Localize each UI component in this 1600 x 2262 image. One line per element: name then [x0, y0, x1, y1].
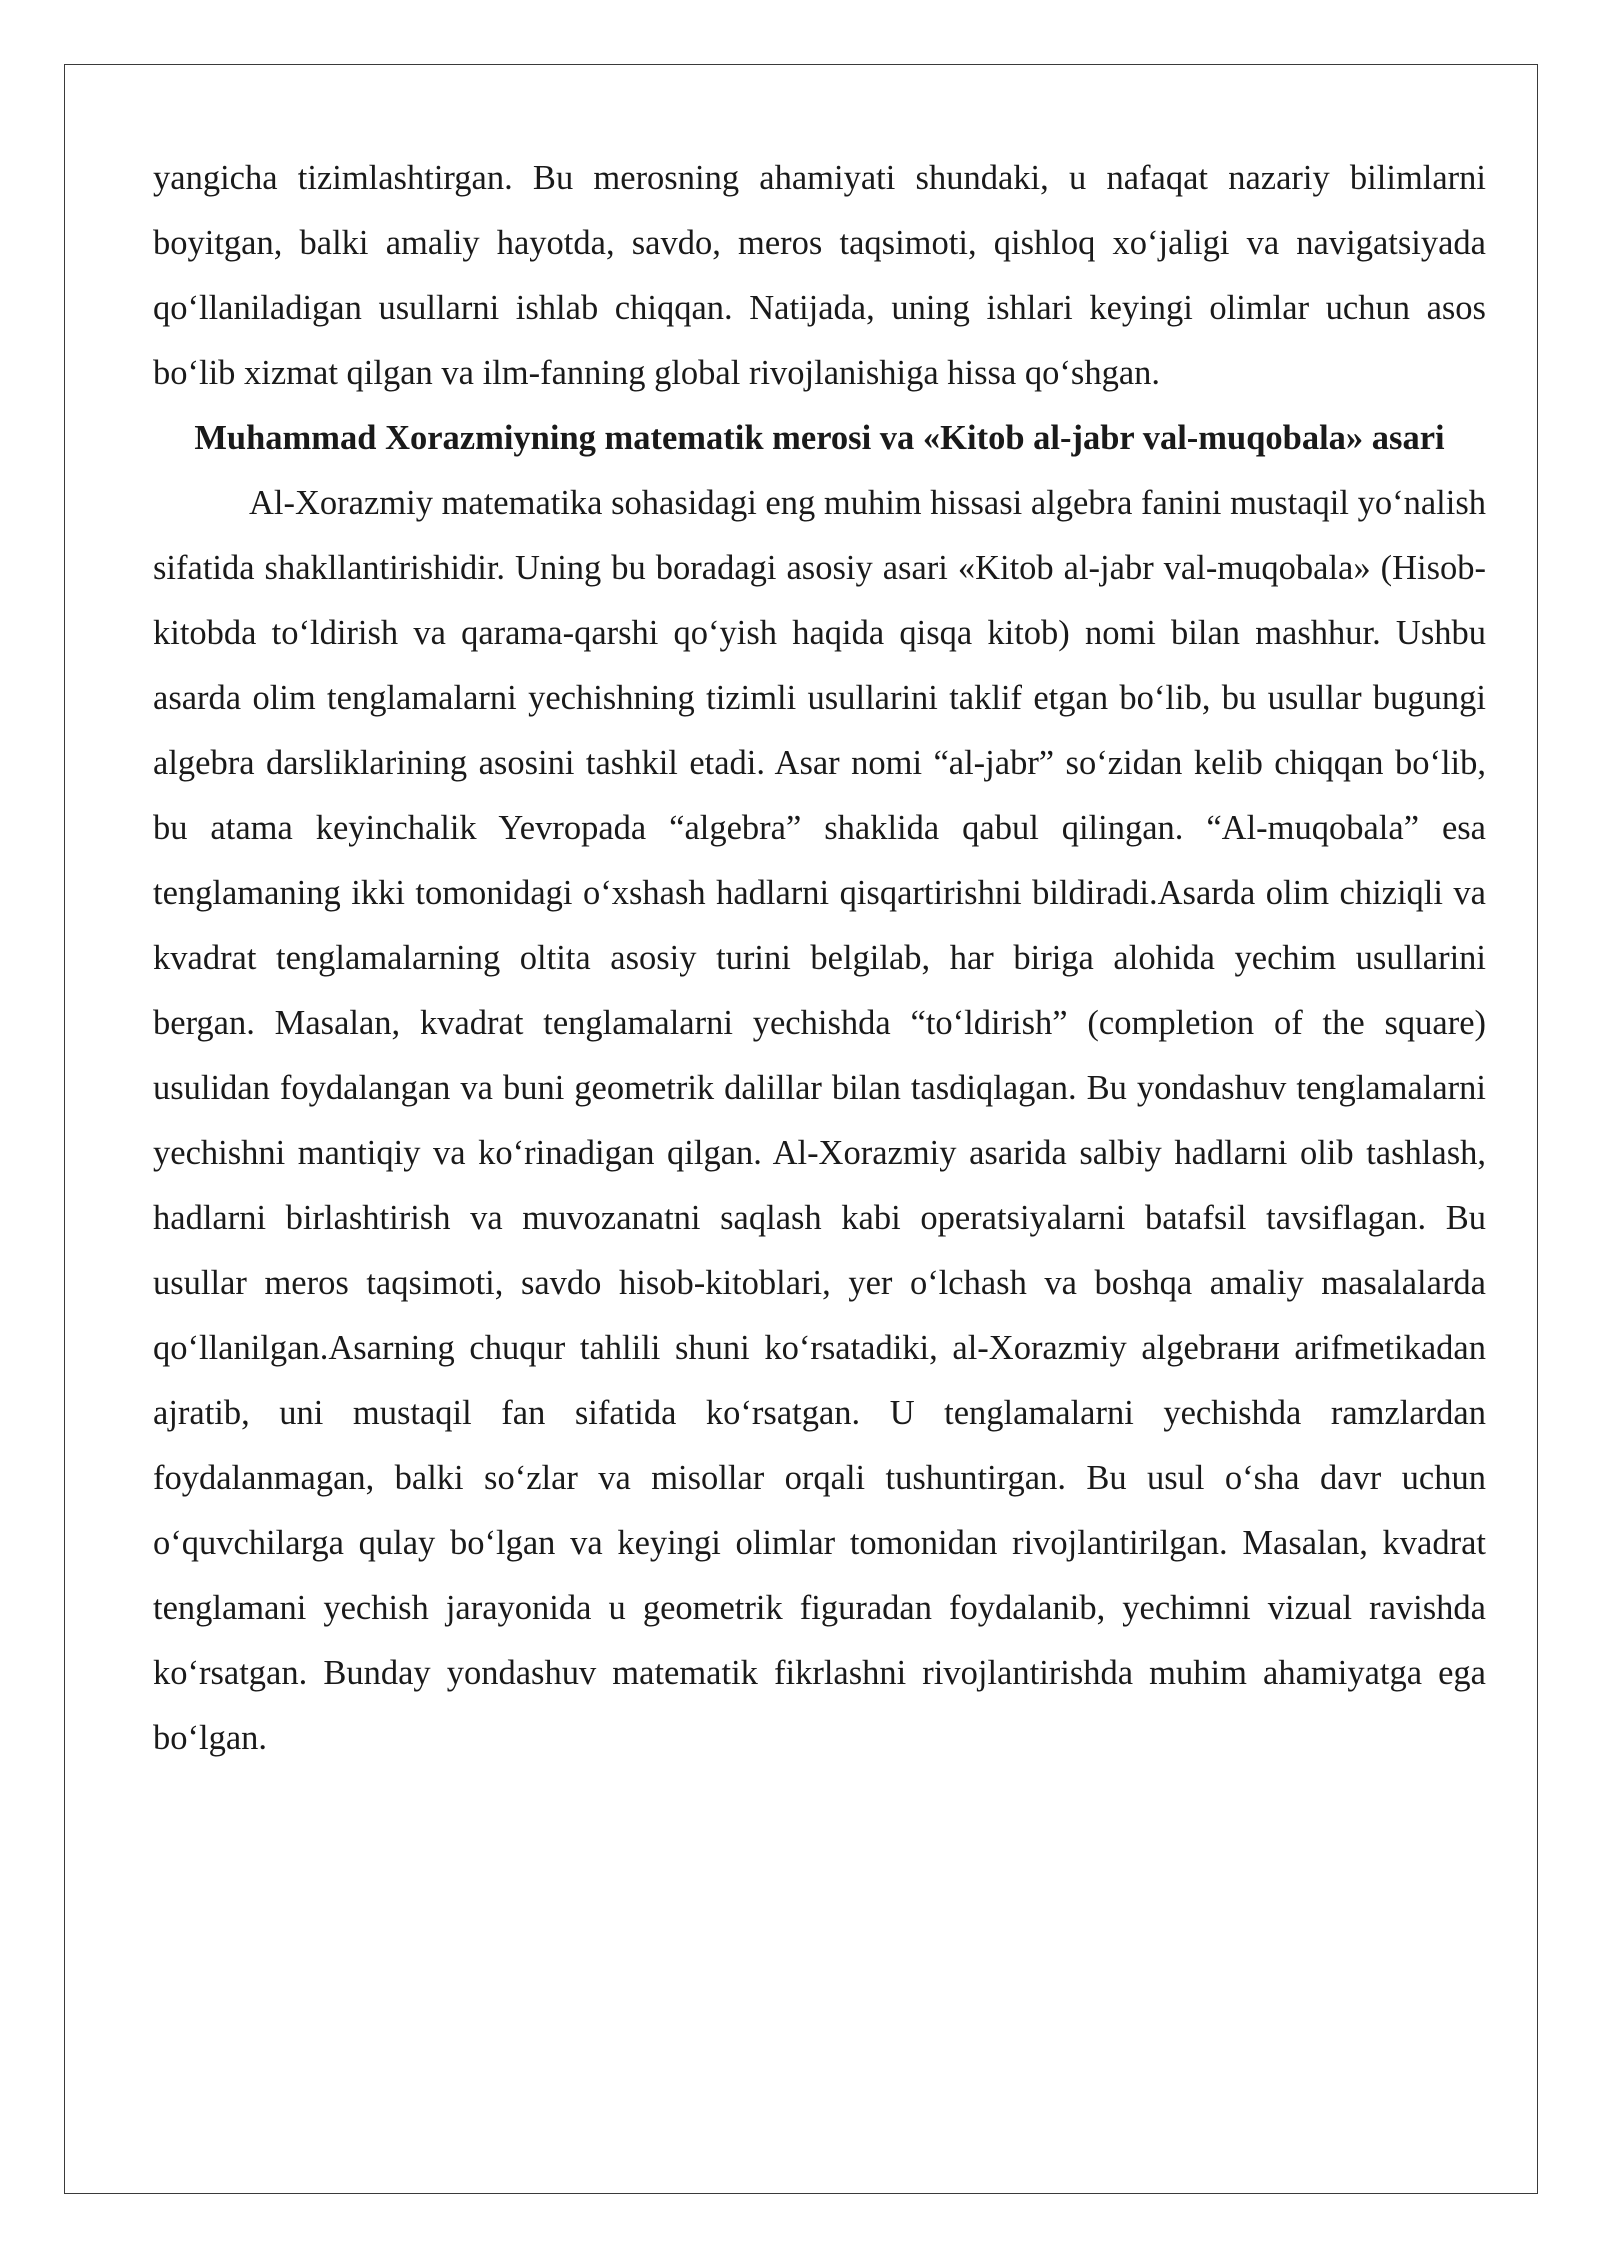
- paragraph-main: Al-Xorazmiy matematika sohasidagi eng muhim hissasi algebra fanini mustaqil yo‘nalish sifatida shakllantirishidir. Uning bu boradagi asosiy asari «Kitob al-jabr val-muqobala» (Hisob-kitobda to‘ldirish va qarama-qarshi qo‘yish haqida qisqa kitob) nomi bilan mashhur. Ushbu asarda olim tenglamalarni yechishning tizimli usullarini taklif etgan bo‘lib, bu usullar bugungi algebra darsliklarining asosini tashkil etadi. Asar nomi “al-jabr” so‘zidan kelib chiqqan bo‘lib, bu atama keyinchalik Yevropada “algebra” shaklida qabul qilingan. “Al-muqobala” esa tenglamaning ikki tomonidagi o‘xshash hadlarni qisqartirishni bildiradi.Asarda olim chiziqli va kvadrat tenglamalarning oltita asosiy turini belgilab, har biriga alohida yechim usullarini bergan. Masalan, kvadrat tenglamalarni yechishda “to‘ldirish” (completion of the square) usulidan foydalangan va buni geometrik dalillar bilan tasdiqlagan. Bu yondashuv tenglamalarni yechishni mantiqiy va ko‘rinadigan qilgan. Al-Xorazmiy asarida salbiy hadlarni olib tashlash, hadlarni birlashtirish va muvozanatni saqlash kabi operatsiyalarni batafsil tavsiflagan. Bu usullar meros taqsimoti, savdo hisob-kitoblari, yer o‘lchash va boshqa amaliy masalalarda qo‘llanilgan.Asarning chuqur tahlili shuni ko‘rsatadiki, al-Xorazmiy algebrани arifmetikadan ajratib, uni mustaqil fan sifatida ko‘rsatgan. U tenglamalarni yechishda ramzlardan foydalanmagan, balki so‘zlar va misollar orqali tushuntirgan. Bu usul o‘sha davr uchun o‘quvchilarga qulay bo‘lgan va keyingi olimlar tomonidan rivojlantirilgan. Masalan, kvadrat tenglamani yechish jarayonida u geometrik figuradan foydalanib, yechimni vizual ravishda ko‘rsatgan. Bunday yondashuv matematik fikrlashni rivojlantirishda muhim ahamiyatga ega bo‘lgan.: [153, 484, 1486, 1757]
- section-heading: Muhammad Xorazmiyning matematik merosi va «Kitob al-jabr val-muqobala» asari: [194, 419, 1445, 457]
- paragraph-continued: yangicha tizimlashtirgan. Bu merosning ahamiyati shundaki, u nafaqat nazariy bilimlarni boyitgan, balki amaliy hayotda, savdo, meros taqsimoti, qishloq xo‘jaligi va navigatsiyada qo‘llaniladigan usullarni ishlab chiqqan. Natijada, uning ishlari keyingi olimlar uchun asos bo‘lib xizmat qilgan va ilm-fanning global rivojlanishiga hissa qo‘shgan.: [153, 159, 1486, 392]
- document-body: [153, 146, 1486, 1771]
